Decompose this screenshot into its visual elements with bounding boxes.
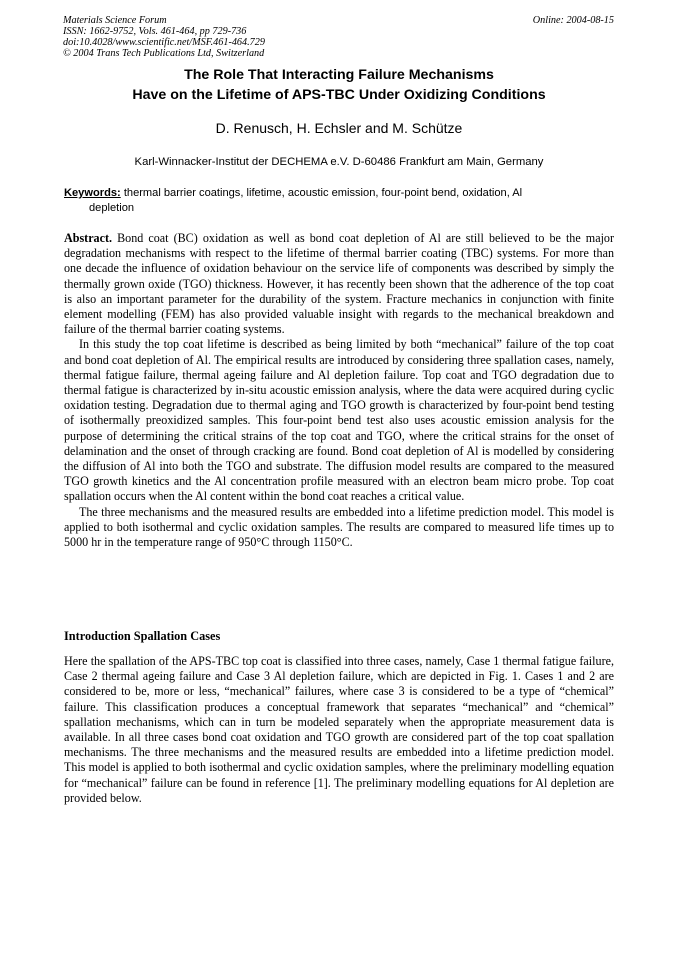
title-line-1: The Role That Interacting Failure Mechanisms xyxy=(184,67,494,83)
issn-line: ISSN: 1662-9752, Vols. 461-464, pp 729-736 xyxy=(63,26,247,37)
keywords-block xyxy=(64,186,614,216)
affiliation: Karl-Winnacker-Institut der DECHEMA e.V. D-60486 Frankfurt am Main, Germany xyxy=(134,156,544,168)
abstract-paragraph-3: The three mechanisms and the measured results are embedded into a lifetime prediction model. This model is applied to both isothermal and cyclic oxidation samples. The results are compared to measured life times up to 5000 hr in the temperature range of 950°C through 1150°C. xyxy=(64,504,614,550)
title-line-2: Have on the Lifetime of APS-TBC Under Oxidizing Conditions xyxy=(132,87,546,103)
abstract-section xyxy=(64,231,614,550)
journal-header xyxy=(63,15,265,59)
keywords-line-2: depletion xyxy=(89,202,135,214)
journal-name: Materials Science Forum xyxy=(63,15,167,26)
keywords-label: Keywords: xyxy=(64,187,121,199)
section-heading: Introduction Spallation Cases xyxy=(64,629,221,643)
paper-title xyxy=(40,65,638,105)
keywords-line-1 xyxy=(64,186,614,201)
abstract-label: Abstract. xyxy=(64,231,113,245)
abstract-paragraph-2: In this study the top coat lifetime is described as being limited by both “mechanical” failure of the top coat and bond coat depletion of Al. The empirical results are introduced by considering three spallation cases, namely, thermal fatigue failure, thermal ageing failure and Al depletion failure. Top coat and TGO degradation due to thermal fatigue is characterized by in-situ acoustic emission analysis, where the data were acquired during cyclic oxidation testing. Degradation due to thermal aging and TGO growth is characterized by four-point bend testing of isothermally preoxidized samples. This four-point bend test also uses acoustic emission analysis for the purpose of determining the critical strains of the top coat and TGO, where the critical strains for the onset of delamination and the onset of through cracking are found. Bond coat depletion of Al is modelled by considering the diffusion of Al into both the TGO and substrate. The diffusion model results are compared to the measured TGO growth kinetics and the Al concentration profile measured with an electron beam micro probe. Top coat spallation occurs when the Al content within the bond coat reaches a critical value. xyxy=(64,337,614,504)
online-date: Online: 2004-08-15 xyxy=(532,15,614,26)
doi-line: doi:10.4028/www.scientific.net/MSF.461-464.729 xyxy=(63,37,265,48)
abstract-text-1: Bond coat (BC) oxidation as well as bond coat depletion of Al are still believed to be the major degradation mechanisms with respect to the lifetime of thermal barrier coating (TBC) systems. For more than one decade the influence of oxidation behaviour on the service life of components was described by simply the thermally grown oxide (TGO) thickness. However, it has recently been shown that the adherence of the top coat is also an important parameter for the durability of the system. Fracture mechanics in conjunction with finite element modelling (FEM) has also provided valuable insight with regards to the mechanical breakdown and failure of the thermal barrier coating systems. xyxy=(64,231,615,337)
introduction-paragraph-1: Here the spallation of the APS-TBC top coat is classified into three cases, namely, Case 1 thermal fatigue failure, Case 2 thermal ageing failure and Case 3 Al depletion failure, which are depicted in Fig. 1. Cases 1 and 2 are considered to be, more or less, “mechanical” failures, where case 3 is considered to be a type of “chemical” failure. This classification produces a conceptual framework that separates “mechanical” and “chemical” spallation mechanisms, which can in turn be modeled separately when the appropriate measurement data is available. In all three cases bond coat oxidation and TGO growth are considered part of the top coat spallation mechanisms. The three mechanisms and the measured results are embedded into a lifetime prediction model. This model is applied to both isothermal and cyclic oxidation samples, where the preliminary modelling equation for “mechanical” failure can be found in reference [1]. The preliminary modelling equations for Al depletion are provided below. xyxy=(64,654,614,805)
abstract-paragraph-1 xyxy=(64,231,614,337)
copyright-line: © 2004 Trans Tech Publications Ltd, Switzerland xyxy=(63,48,265,59)
author-list: D. Renusch, H. Echsler and M. Schütze xyxy=(215,120,463,136)
keywords-text: thermal barrier coatings, lifetime, acoustic emission, four-point bend, oxidation, Al xyxy=(123,187,523,199)
introduction-section xyxy=(64,654,614,806)
